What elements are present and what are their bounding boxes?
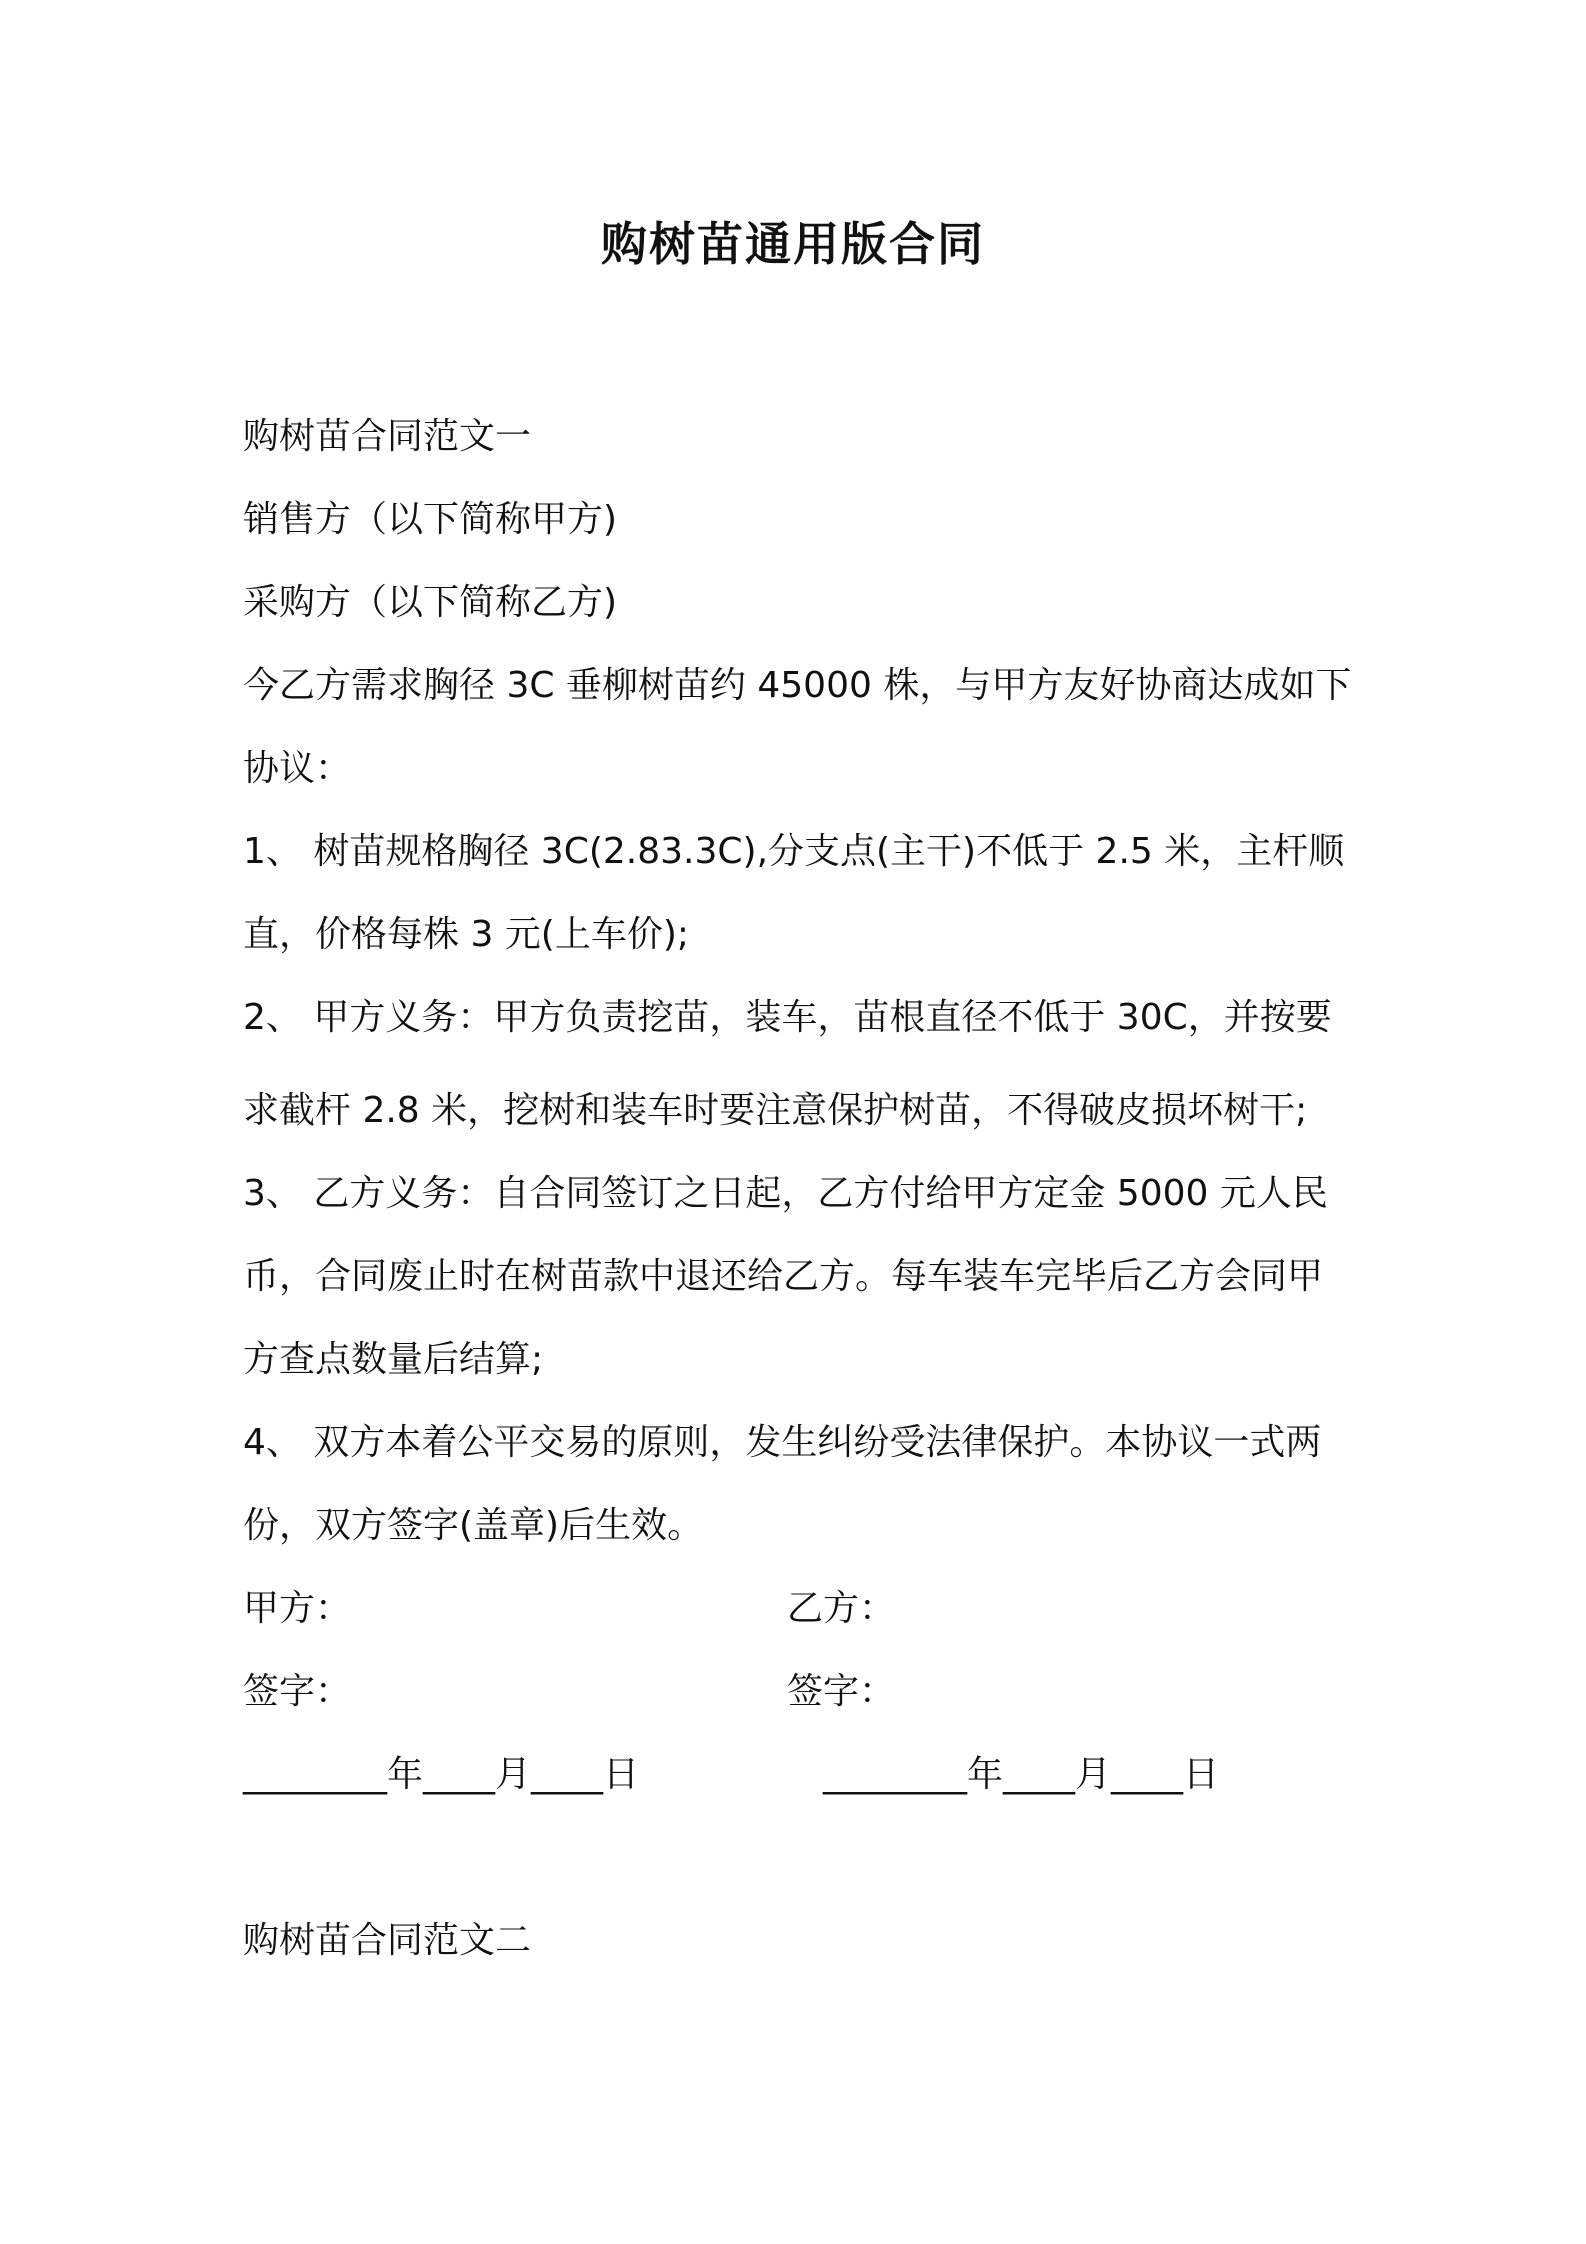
clause-4-line-1: 4、 双方本着公平交易的原则，发生纠纷受法律保护。本协议一式两 <box>243 1422 1322 1463</box>
buyer-line: 采购方（以下简称乙方) <box>243 582 618 623</box>
intro-line-2: 协议： <box>243 748 352 789</box>
date-a: ________年____月____日 <box>243 1754 639 1795</box>
intro-line-1: 今乙方需求胸径 3C 垂柳树苗约 45000 株，与甲方友好协商达成如下 <box>243 665 1352 706</box>
party-b-label: 乙方： <box>787 1588 896 1629</box>
party-a-label: 甲方： <box>243 1588 352 1629</box>
clause-4-line-2: 份，双方签字(盖章)后生效。 <box>243 1505 704 1546</box>
section2-heading: 购树苗合同范文二 <box>243 1920 532 1961</box>
document-title: 购树苗通用版合同 <box>601 217 985 271</box>
date-b: ________年____月____日 <box>823 1754 1219 1795</box>
section1-heading: 购树苗合同范文一 <box>243 416 532 457</box>
sign-a-label: 签字： <box>243 1671 352 1712</box>
clause-2-line-2: 求截杆 2.8 米，挖树和装车时要注意保护树苗，不得破皮损坏树干; <box>243 1090 1308 1131</box>
clause-1-line-2: 直，价格每株 3 元(上车价); <box>243 914 690 955</box>
clause-1-line-1: 1、 树苗规格胸径 3C(2.83.3C),分支点(主干)不低于 2.5 米，主杆顺 <box>243 831 1345 872</box>
seller-line: 销售方（以下简称甲方) <box>243 499 618 540</box>
clause-3-line-3: 方查点数量后结算; <box>243 1339 544 1380</box>
clause-2-line-1: 2、 甲方义务：甲方负责挖苗，装车，苗根直径不低于 30C，并按要 <box>243 997 1332 1038</box>
clause-3-line-2: 币，合同废止时在树苗款中退还给乙方。每车装车完毕后乙方会同甲 <box>243 1256 1324 1297</box>
clause-3-line-1: 3、 乙方义务：自合同签订之日起，乙方付给甲方定金 5000 元人民 <box>243 1173 1328 1214</box>
sign-b-label: 签字： <box>787 1671 896 1712</box>
